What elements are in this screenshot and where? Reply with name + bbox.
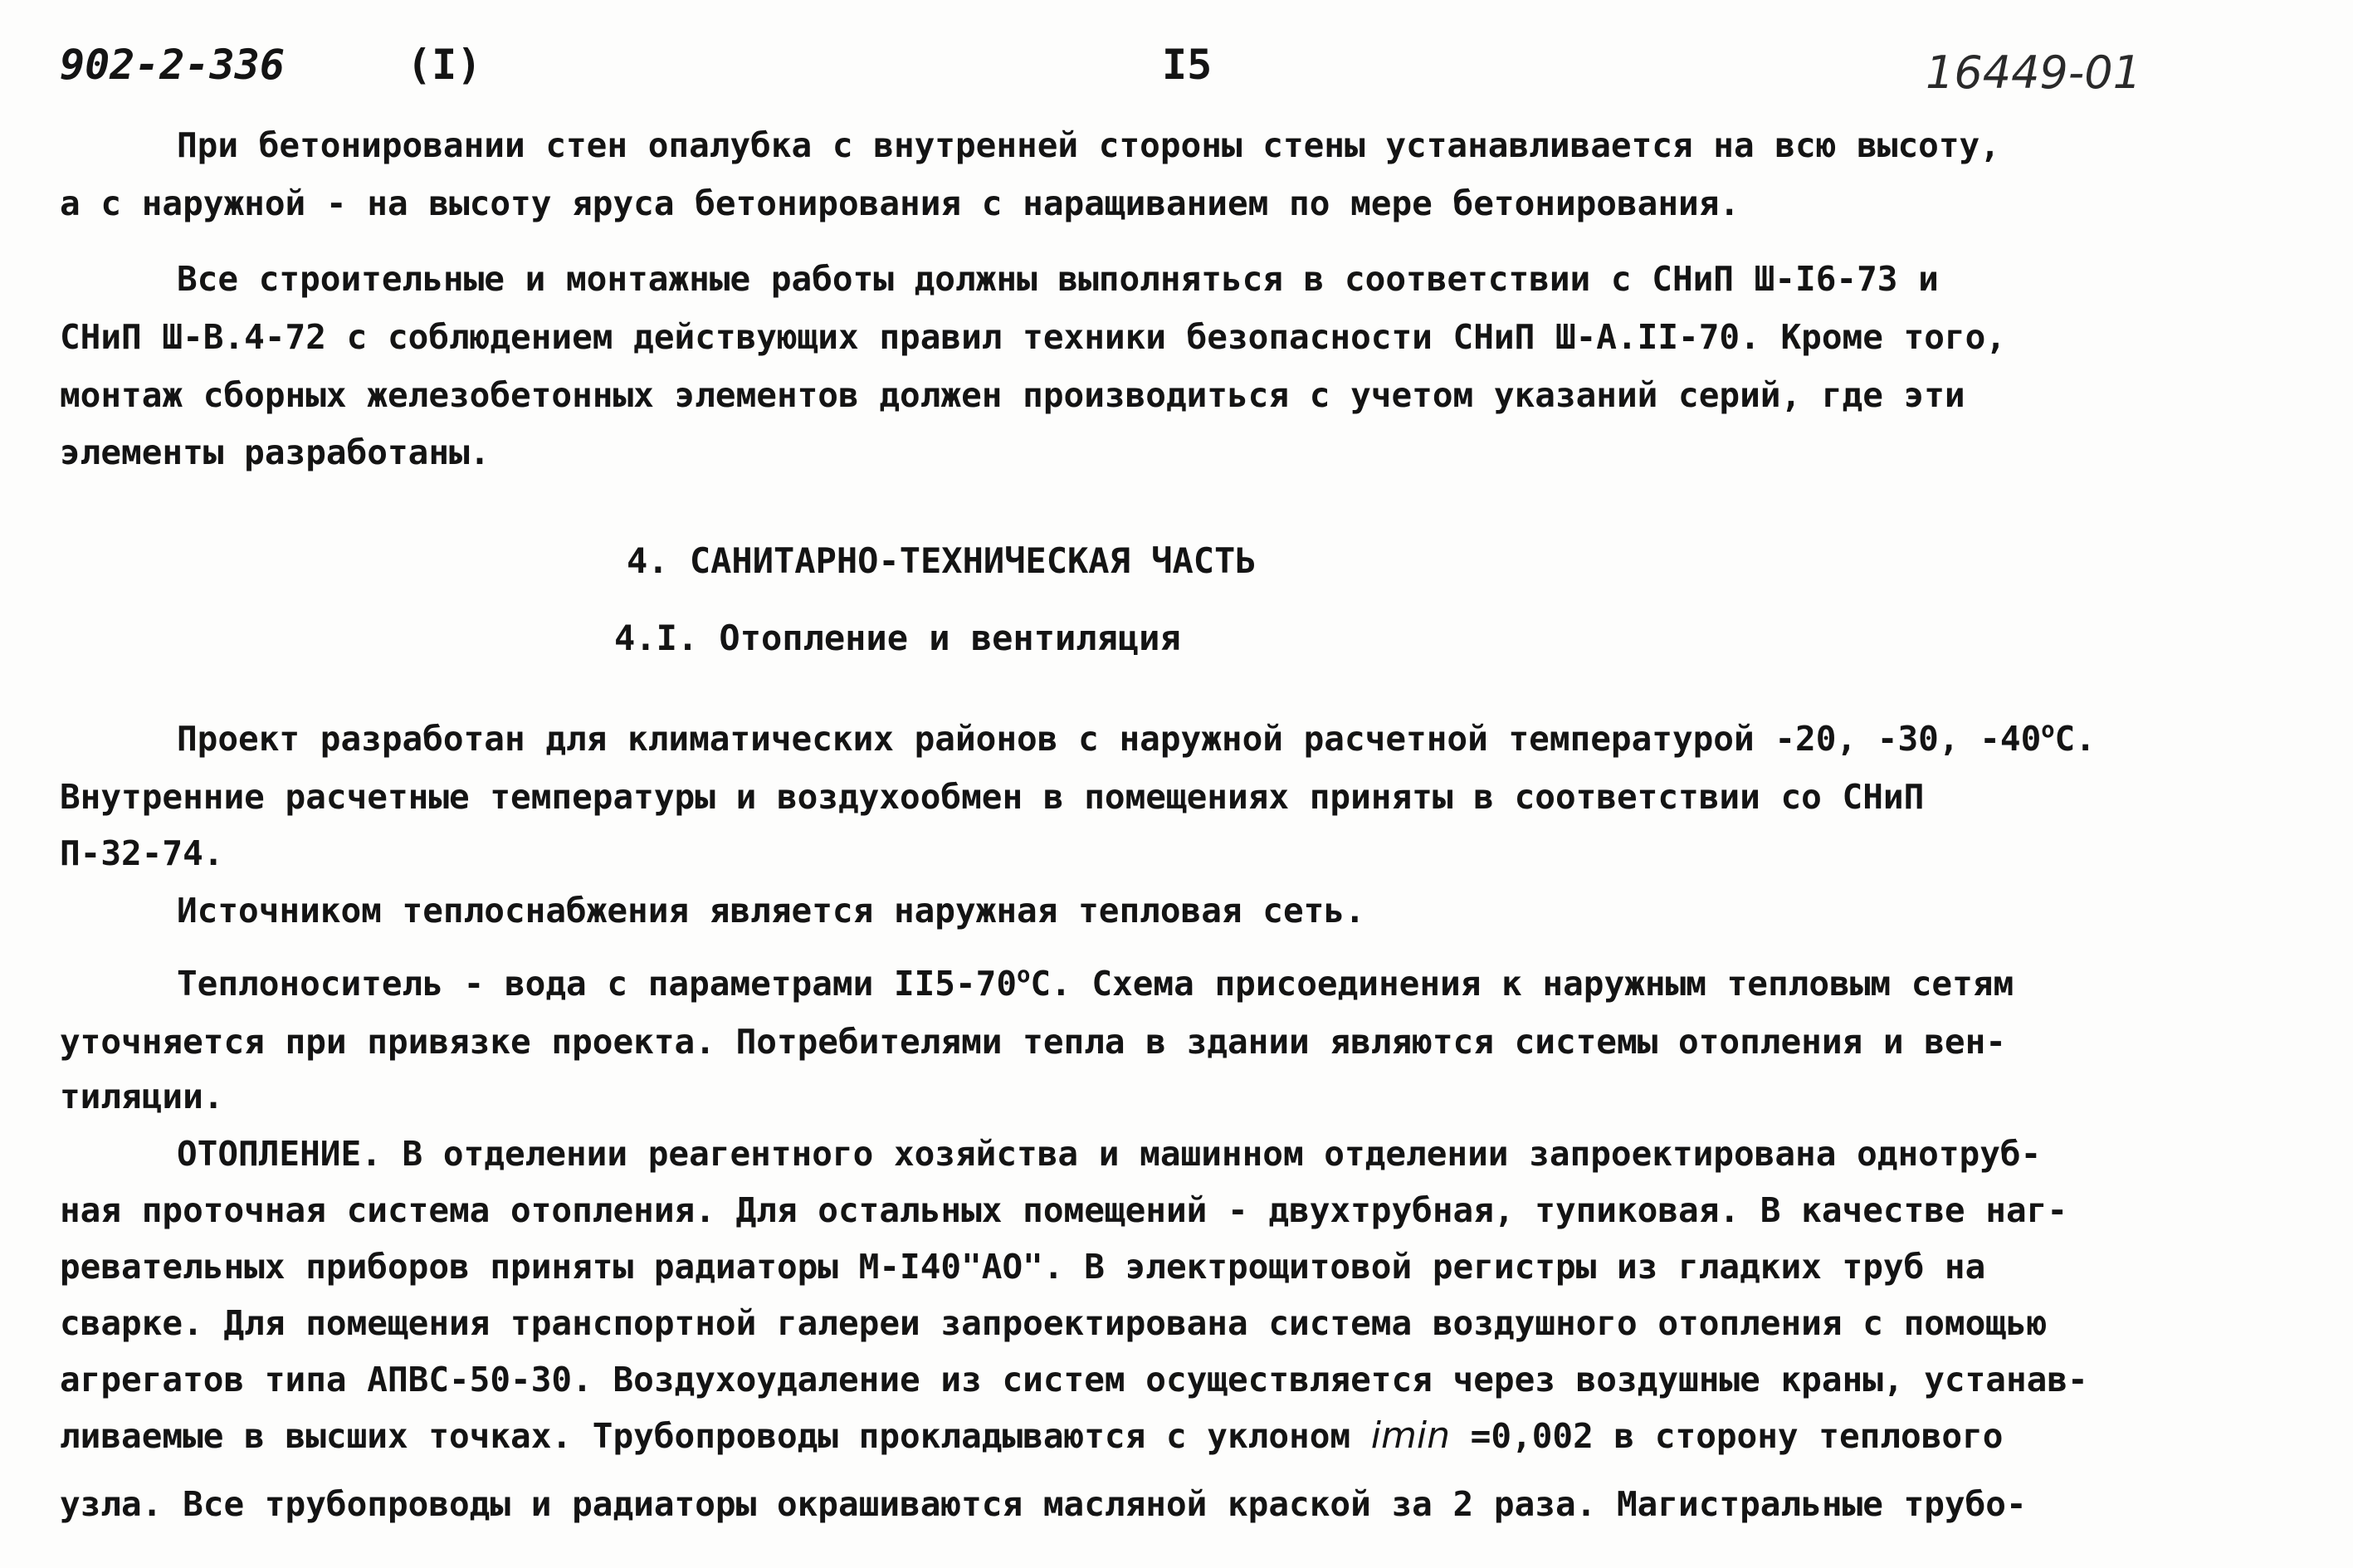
- text-line: При бетонировании стен опалубка с внутренней стороны стены устанавливается на всю высоту,: [177, 125, 2000, 165]
- document-part: (I): [407, 41, 482, 89]
- text-line: Источником теплоснабжения является наружная тепловая сеть.: [177, 891, 1365, 931]
- text-line-body: Теплоноситель - вода с параметрами II5-70: [177, 964, 1018, 1004]
- section-heading: 4. САНИТАРНО-ТЕХНИЧЕСКАЯ ЧАСТЬ: [627, 540, 1257, 581]
- text-line: а с наружной - на высоту яруса бетонирования с наращиванием по мере бетонирования.: [60, 183, 1740, 223]
- document-code: 902-2-336: [60, 41, 285, 89]
- text-line: П-32-74.: [60, 833, 224, 873]
- text-line: [177, 963, 2014, 1004]
- degree-sign: o: [1017, 962, 1031, 988]
- text-line-tail: С. Схема присоединения к наружным тепловым сетям: [1030, 964, 2014, 1004]
- text-line: ревательных приборов приняты радиаторы М-I40"АО". В электрощитовой регистры из гладких труб на: [60, 1247, 1986, 1287]
- text-line: агрегатов типа АПВС-50-30. Воздухоудаление из систем осуществляется через воздушные краны, устанав-: [60, 1360, 2088, 1399]
- text-line: Внутренние расчетные температуры и воздухообмен в помещениях приняты в соответствии со СНиП: [60, 777, 1925, 817]
- text-line: элементы разработаны.: [60, 432, 491, 472]
- text-line: уточняется при привязке проекта. Потребителями тепла в здании являются системы отопления и вен-: [60, 1022, 2006, 1062]
- page-number: I5: [1162, 41, 1213, 89]
- text-line: [177, 718, 2096, 760]
- text-line-body: Проект разработан для климатических районов с наружной расчетной температурой -20, -30, -40: [177, 719, 2042, 759]
- text-line: Все строительные и монтажные работы должны выполняться в соответствии с СНиП Ш-I6-73 и: [177, 259, 1939, 299]
- slope-symbol: imin: [1370, 1414, 1450, 1457]
- text-line: ная проточная система отопления. Для остальных помещений - двухтрубная, тупиковая. В качестве наг-: [60, 1190, 2068, 1230]
- text-line: узла. Все трубопроводы и радиаторы окрашиваются масляной краской за 2 раза. Магистральные трубо-: [60, 1484, 2027, 1524]
- text-line-tail: =0,002 в сторону теплового: [1449, 1416, 2004, 1456]
- degree-sign: o: [2041, 717, 2055, 743]
- text-line: тиляции.: [60, 1077, 224, 1116]
- text-line: СНиП Ш-В.4-72 с соблюдением действующих правил техники безопасности СНиП Ш-А.II-70. Кроме того,: [60, 317, 2006, 357]
- text-line: монтаж сборных железобетонных элементов должен производиться с учетом указаний серий, где эти: [60, 375, 1965, 415]
- subsection-heading: 4.I. Отопление и вентиляция: [614, 618, 1181, 658]
- text-line-body: ливаемые в высших точках. Трубопроводы прокладываются с уклоном: [60, 1416, 1371, 1456]
- text-line: ОТОПЛЕНИЕ. В отделении реагентного хозяйства и машинном отделении запроектирована однотруб-: [177, 1134, 2042, 1174]
- text-line-tail: С.: [2054, 719, 2096, 759]
- text-line: [60, 1415, 2003, 1457]
- inventory-number: 16449-01: [1926, 46, 2141, 99]
- text-line: сварке. Для помещения транспортной галереи запроектирована система воздушного отопления с помощью: [60, 1303, 2048, 1343]
